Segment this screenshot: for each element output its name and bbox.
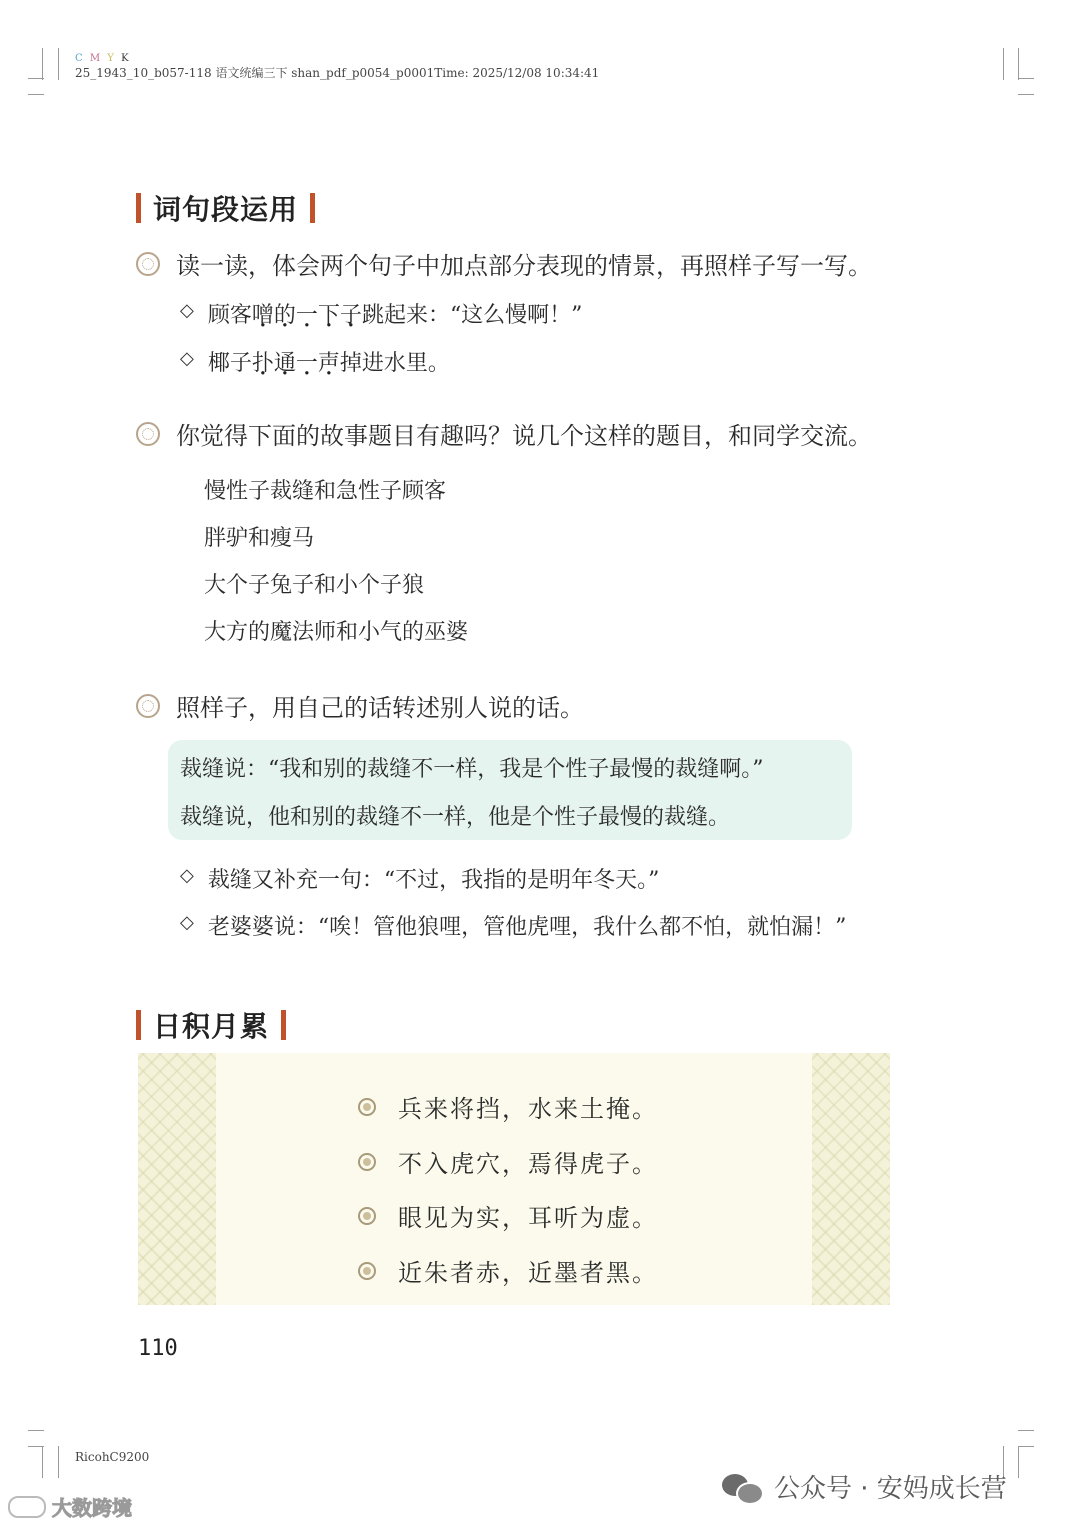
diamond-icon: ◇ (180, 912, 194, 933)
section-heading-word-use: 词句段运用 (136, 188, 315, 228)
watermark-right: 公众号 · 安妈成长营 (722, 1468, 1007, 1505)
bullet-ring-icon (358, 1098, 376, 1116)
task-badge-icon (136, 694, 160, 718)
cmyk-marks: C M Y K (75, 53, 131, 64)
crop-mark (58, 1446, 59, 1478)
heading-bar (136, 1010, 141, 1040)
diamond-icon: ◇ (180, 348, 194, 369)
crop-mark (28, 1430, 44, 1431)
proverb: 眼见为实，耳听为虚。 (358, 1198, 658, 1233)
heading-bar (136, 193, 141, 223)
crop-mark (1018, 48, 1019, 80)
ornament-right (812, 1053, 890, 1305)
crop-mark (28, 78, 44, 79)
heading-bar (310, 193, 315, 223)
section-heading-daily-accumulation: 日积月累 (136, 1005, 286, 1045)
proverb: 不入虎穴，焉得虎子。 (358, 1144, 658, 1179)
bullet-ring-icon (358, 1262, 376, 1280)
example-box (168, 740, 852, 840)
example-sentence-1: ◇ 顾客 噌 · 的 · 一 · 下 · 子 · 跳起来：“这么慢啊！” (180, 298, 582, 329)
diamond-icon: ◇ (180, 300, 194, 321)
task-3: 照样子，用自己的话转述别人说的话。 (136, 688, 584, 723)
story-title: 大方的魔法师和小气的巫婆 (204, 620, 469, 645)
crop-mark (1003, 48, 1004, 80)
task-badge-icon (136, 422, 160, 446)
example-line: 裁缝说：“我和别的裁缝不一样，我是个性子最慢的裁缝啊。” (180, 757, 764, 782)
crop-mark (42, 1446, 43, 1478)
crop-mark (1018, 1446, 1034, 1447)
diamond-icon: ◇ (180, 865, 194, 886)
story-title: 慢性子裁缝和急性子顾客 (204, 479, 447, 504)
watermark-left: 大数跨境 (8, 1492, 132, 1521)
task-2: 你觉得下面的故事题目有趣吗？说几个这样的题目，和同学交流。 (136, 416, 872, 451)
bullet-ring-icon (358, 1153, 376, 1171)
crop-mark (28, 94, 44, 95)
file-info: 25_1943_10_b057-118 语文统编三下 shan_pdf_p0054_p0001Time: 2025/12/08 10:34:41 (75, 66, 600, 80)
proverb: 兵来将挡，水来土掩。 (358, 1089, 658, 1124)
proverb: 近朱者赤，近墨者黑。 (358, 1253, 658, 1288)
bullet-ring-icon (358, 1207, 376, 1225)
heading-bar (281, 1010, 286, 1040)
crop-mark (1018, 78, 1034, 79)
example-line: 裁缝说，他和别的裁缝不一样，他是个性子最慢的裁缝。 (180, 805, 731, 830)
practice-item-1: ◇ 裁缝又补充一句：“不过，我指的是明年冬天。” (180, 865, 660, 893)
crop-mark (58, 48, 59, 80)
crop-mark (1018, 1430, 1034, 1431)
task-1: 读一读，体会两个句子中加点部分表现的情景，再照样子写一写。 (136, 246, 872, 281)
ornament-left (138, 1053, 216, 1305)
printer-label: RicohC9200 (75, 1450, 150, 1464)
crop-mark (42, 48, 43, 80)
story-title: 大个子兔子和小个子狼 (204, 573, 425, 598)
watermark-logo-icon (8, 1496, 46, 1518)
example-sentence-2: ◇ 椰子 扑 · 通 · 一 · 声 · 掉进水里。 (180, 346, 450, 377)
wechat-icon (722, 1472, 762, 1502)
crop-mark (1018, 94, 1034, 95)
print-meta (75, 52, 599, 80)
task-badge-icon (136, 252, 160, 276)
crop-mark (1018, 1446, 1019, 1478)
story-title: 胖驴和瘦马 (204, 526, 315, 551)
page-number: 110 (138, 1336, 178, 1361)
practice-item-2: ◇ 老婆婆说：“唉！管他狼哩，管他虎哩，我什么都不怕，就怕漏！” (180, 912, 847, 940)
